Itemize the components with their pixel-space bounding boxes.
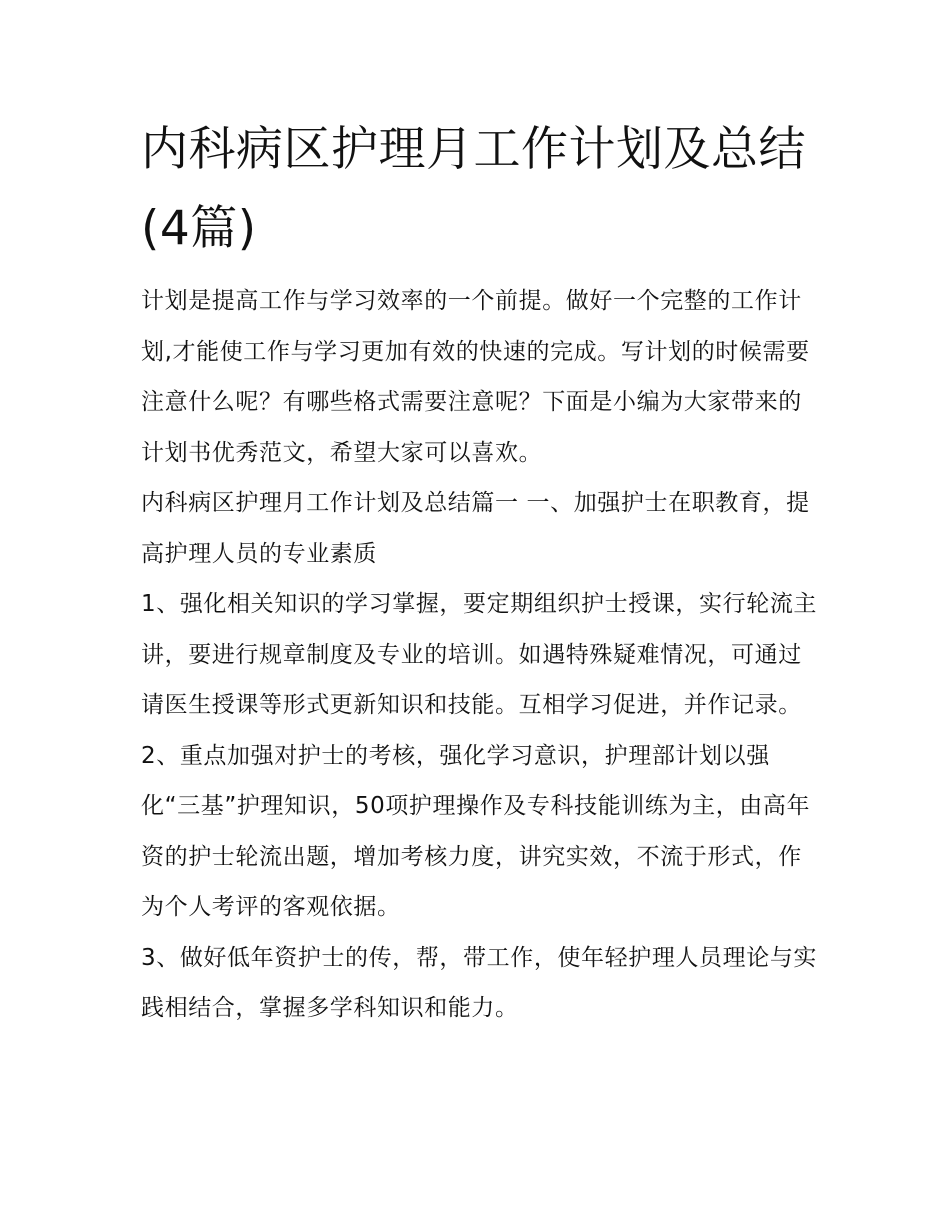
paragraph-item-2: 2、重点加强对护士的考核，强化学习意识，护理部计划以强化“三基”护理知识，50项护理操作及专科技能训练为主，由高年资的护士轮流出题，增加考核力度，讲究实效，不流于形式，作为个人考评的客观依据。 [141,742,811,920]
document-body [141,110,821,1034]
paragraph-section-heading: 内科病区护理月工作计划及总结篇一 一、加强护士在职教育，提高护理人员的专业素质 [141,490,810,567]
document-title: 内科病区护理月工作计划及总结(4篇) [141,122,806,256]
paragraph-item-1: 1、强化相关知识的学习掌握，要定期组织护士授课，实行轮流主讲，要进行规章制度及专业的培训。如遇特殊疑难情况，可通过请医生授课等形式更新知识和技能。互相学习促进，并作记录。 [141,591,818,718]
paragraph-intro: 计划是提高工作与学习效率的一个前提。做好一个完整的工作计划,才能使工作与学习更加有效的快速的完成。写计划的时候需要注意什么呢？有哪些格式需要注意呢？下面是小编为大家带来的计划书优秀范文，希望大家可以喜欢。 [141,288,810,466]
paragraph-item-3: 3、做好低年资护士的传，帮，带工作，使年轻护理人员理论与实践相结合，掌握多学科知识和能力。 [141,944,818,1021]
